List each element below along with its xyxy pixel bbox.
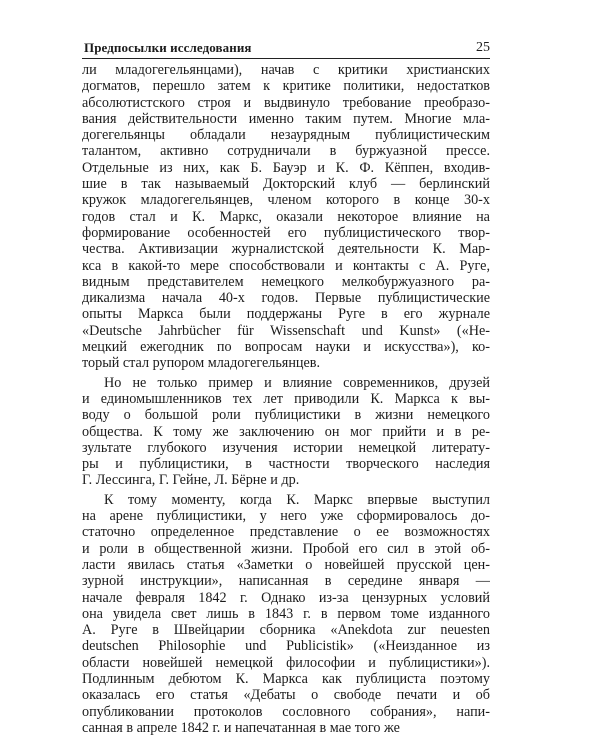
text-line: ласти явилась статья «Заметки о новейшей прусской цен- xyxy=(82,556,490,573)
text-line: и единомышленников тех лет приводили К. Маркса к вы- xyxy=(82,390,490,407)
text-line: формирование особенностей его публицистического твор- xyxy=(82,224,490,241)
text-line: кса в какой-то мере способствовали и контакты с А. Руге, xyxy=(82,257,490,274)
body-text xyxy=(82,62,490,736)
text-line: чества. Активизации журналистской деятельности К. Мар- xyxy=(82,241,490,258)
text-line: на арене публицистики, у него уже сформировалось до- xyxy=(82,508,490,525)
text-line: ры и публицистики, в частности творческого наследия xyxy=(82,456,490,473)
text-line: К тому моменту, когда К. Маркс впервые выступил xyxy=(104,491,490,508)
text-line: талантом, активно сотрудничали в буржуазной прессе. xyxy=(82,143,490,160)
text-line: годов стал и К. Маркс, оказали некоторое влияние на xyxy=(82,208,490,225)
text-line: зурной инструкции», написанная в середине января — xyxy=(82,573,490,590)
text-line: «Deutsche Jahrbücher für Wissenschaft und Kunst» («Не- xyxy=(82,322,490,339)
text-line: начале февраля 1842 г. Однако из-за цензурных условий xyxy=(82,589,490,606)
page-number: 25 xyxy=(476,40,490,55)
text-line: статочно определенное представление о ее возможностях xyxy=(82,524,490,541)
paragraph xyxy=(82,492,490,736)
text-line: Г. Лессинга, Г. Гейне, Л. Бёрне и др. xyxy=(82,472,300,489)
text-line: Но не только пример и влияние современников, друзей xyxy=(104,374,490,391)
paragraph xyxy=(82,62,490,372)
text-line: она увидела свет лишь в 1843 г. в первом томе изданного xyxy=(82,605,490,622)
text-line: Подлинным дебютом К. Маркса как публициста поэтому xyxy=(82,670,490,687)
text-line: общества. К тому же заключению он мог прийти и в ре- xyxy=(82,423,490,440)
text-line: воду о большой роли публицистики в жизни немецкого xyxy=(82,407,490,424)
text-line: видным представителем немецкого мелкобуржуазного ра- xyxy=(82,273,490,290)
paragraph xyxy=(82,375,490,489)
text-line: deutschen Philosophie und Publicistik» («Неизданное из xyxy=(82,638,490,655)
text-line: опубликовании протоколов сословного собрания», напи- xyxy=(82,703,490,720)
text-line: торый стал рупором младогегельянцев. xyxy=(82,355,321,372)
text-line: кружок младогегельянцев, членом которого в конце 30-х xyxy=(82,192,490,209)
text-line: Отдельные из них, как Б. Бауэр и К. Ф. Кёппен, входив- xyxy=(82,159,490,176)
text-line: ли младогегельянцами), начав с критики христианских xyxy=(82,62,490,78)
text-line: вания действительности именно таким путем. Многие мла- xyxy=(82,110,490,127)
text-line: санная в апреле 1842 г. и напечатанная в мае того же xyxy=(82,719,400,736)
text-line: мецкий ежегодник по вопросам науки и искусства»), ко- xyxy=(82,339,490,356)
book-page xyxy=(82,36,490,736)
text-line: догматов, перешло затем к критике политики, недостатков xyxy=(82,78,490,95)
text-line: шие в так называемый Докторский клуб — берлинский xyxy=(82,176,490,193)
chapter-title: Предпосылки исследования xyxy=(84,40,252,55)
text-line: А. Руге в Швейцарии сборника «Anekdota zur neuesten xyxy=(82,622,490,639)
text-line: зультате глубокого изучения истории немецкой литерату- xyxy=(82,439,490,456)
text-line: области новейшей немецкой философии и публицистики»). xyxy=(82,654,490,671)
text-line: и роли в общественной жизни. Пробой его сил в этой об- xyxy=(82,540,490,557)
text-line: опыты Маркса были поддержаны Руге в его журнале xyxy=(82,306,490,323)
text-line: абсолютистского строя и выдвинуло требование преобразо- xyxy=(82,94,490,111)
text-line: оказалась его статья «Дебаты о свободе печати и об xyxy=(82,687,490,704)
text-line: догегельянцы обладали незаурядным публицистическим xyxy=(82,127,490,144)
text-line: дикализма начала 40-х годов. Первые публицистические xyxy=(82,290,490,307)
running-header xyxy=(82,36,490,59)
